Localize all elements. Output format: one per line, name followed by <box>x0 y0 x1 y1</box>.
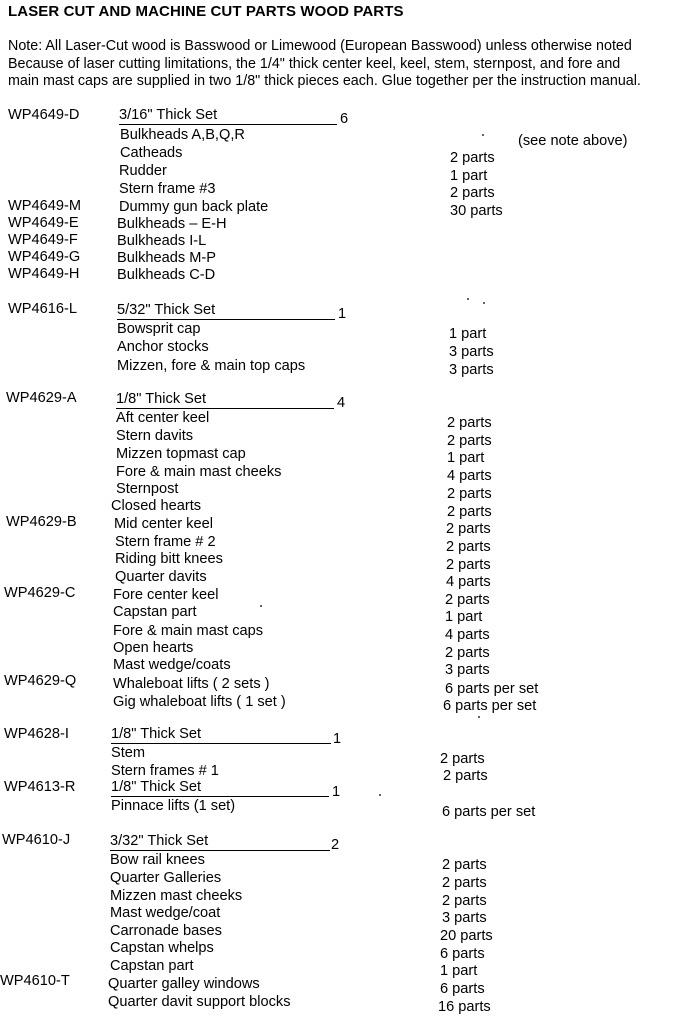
part-count: 1 part <box>450 168 488 184</box>
note-line: Because of laser cutting limitations, the 1/4" thick center keel, keel, stem, sternpost, and fore and <box>8 55 621 72</box>
part-count: 6 parts per set <box>443 698 537 714</box>
set-quantity: 1 <box>333 731 342 747</box>
part-code: WP4613-R <box>4 779 76 795</box>
set-label: 3/16" Thick Set <box>119 107 337 125</box>
part-name: Rudder <box>119 163 167 179</box>
part-code: WP4629-Q <box>4 673 77 689</box>
part-name: Riding bitt knees <box>115 551 223 567</box>
set-label: 5/32" Thick Set <box>117 302 335 320</box>
part-count: 2 parts <box>443 768 488 784</box>
part-name: Quarter Galleries <box>110 870 222 886</box>
part-code: WP4649-D <box>8 107 80 123</box>
scan-speck <box>260 605 262 607</box>
part-count: 1 part <box>445 609 483 625</box>
part-name: Bulkheads M-P <box>117 250 216 266</box>
scan-speck <box>379 794 381 796</box>
part-code: WP4610-J <box>2 832 71 848</box>
part-count: 6 parts <box>440 946 485 962</box>
scan-speck <box>478 716 480 718</box>
part-count: 3 parts <box>449 362 494 378</box>
part-name: Stern frame # 2 <box>115 534 216 550</box>
part-name: Carronade bases <box>110 923 222 939</box>
part-name: Mizzen, fore & main top caps <box>117 358 306 374</box>
part-count: 2 parts <box>440 751 485 767</box>
part-count: 1 part <box>440 963 478 979</box>
part-name: Anchor stocks <box>117 339 209 355</box>
part-name: Quarter davit support blocks <box>108 994 291 1010</box>
part-count: 2 parts <box>447 415 492 431</box>
scan-speck <box>483 302 485 304</box>
material-note <box>8 38 688 91</box>
part-name: Stern davits <box>116 428 194 444</box>
see-note-reference: (see note above) <box>518 133 628 149</box>
part-code: WP4628-I <box>4 726 69 742</box>
part-name: Dummy gun back plate <box>119 199 269 215</box>
part-count: 2 parts <box>442 857 487 873</box>
set-label: 1/8" Thick Set <box>116 391 334 409</box>
part-name: Open hearts <box>113 640 194 656</box>
part-name: Mizzen mast cheeks <box>110 888 243 904</box>
part-name: Quarter davits <box>115 569 207 585</box>
part-count: 16 parts <box>438 999 491 1015</box>
set-heading <box>117 302 335 320</box>
set-quantity: 2 <box>331 837 340 853</box>
part-name: Capstan part <box>110 958 194 974</box>
part-name: Stern frames # 1 <box>111 763 219 779</box>
part-count: 2 parts <box>447 486 492 502</box>
part-name: Capstan part <box>113 604 197 620</box>
part-count: 4 parts <box>446 574 491 590</box>
part-count: 2 parts <box>447 433 492 449</box>
part-count: 1 part <box>449 326 487 342</box>
part-count: 2 parts <box>442 893 487 909</box>
set-heading <box>111 779 329 797</box>
part-name: Whaleboat lifts ( 2 sets ) <box>113 676 270 692</box>
part-name: Capstan whelps <box>110 940 214 956</box>
set-label: 1/8" Thick Set <box>111 779 329 797</box>
part-code: WP4649-G <box>8 249 81 265</box>
set-quantity: 1 <box>338 306 347 322</box>
part-code: WP4649-M <box>8 198 81 214</box>
set-heading <box>116 391 334 409</box>
part-count: 2 parts <box>445 645 490 661</box>
part-code: WP4610-T <box>0 973 70 989</box>
part-count: 20 parts <box>440 928 493 944</box>
part-name: Aft center keel <box>116 410 210 426</box>
scan-speck <box>482 134 484 136</box>
part-name: Mast wedge/coat <box>110 905 221 921</box>
part-count: 3 parts <box>445 662 490 678</box>
page-title: LASER CUT AND MACHINE CUT PARTS WOOD PARTS <box>8 3 404 20</box>
part-name: Mid center keel <box>114 516 213 532</box>
part-name: Closed hearts <box>111 498 202 514</box>
set-heading <box>119 107 337 125</box>
set-heading <box>111 726 331 744</box>
part-code: WP4629-C <box>4 585 76 601</box>
scan-speck <box>467 298 469 300</box>
part-count: 4 parts <box>445 627 490 643</box>
part-name: Gig whaleboat lifts ( 1 set ) <box>113 694 286 710</box>
part-count: 4 parts <box>447 468 492 484</box>
part-count: 2 parts <box>442 875 487 891</box>
part-name: Fore & main mast cheeks <box>116 464 282 480</box>
part-name: Bulkheads I-L <box>117 233 207 249</box>
set-quantity: 4 <box>337 395 346 411</box>
part-name: Fore & main mast caps <box>113 623 264 639</box>
part-name: Bulkheads C-D <box>117 267 216 283</box>
part-count: 30 parts <box>450 203 503 219</box>
part-name: Catheads <box>120 145 183 161</box>
part-count: 3 parts <box>442 910 487 926</box>
part-count: 6 parts per set <box>445 681 539 697</box>
note-line: main mast caps are supplied in two 1/8" thick pieces each. Glue together per the instruction manual. <box>8 73 641 89</box>
part-name: Bulkheads A,B,Q,R <box>120 127 245 143</box>
part-name: Quarter galley windows <box>108 976 260 992</box>
set-quantity: 6 <box>340 111 349 127</box>
part-name: Fore center keel <box>113 587 219 603</box>
part-name: Bulkheads – E-H <box>117 216 227 232</box>
part-name: Stern frame #3 <box>119 181 216 197</box>
set-label: 1/8" Thick Set <box>111 726 331 744</box>
part-count: 2 parts <box>445 592 490 608</box>
part-name: Bowsprit cap <box>117 321 201 337</box>
part-name: Pinnace lifts (1 set) <box>111 798 236 814</box>
part-count: 2 parts <box>446 557 491 573</box>
part-code: WP4649-F <box>8 232 78 248</box>
part-name: Sternpost <box>116 481 179 497</box>
part-count: 2 parts <box>447 504 492 520</box>
part-count: 2 parts <box>446 521 491 537</box>
set-quantity: 1 <box>332 784 341 800</box>
part-code: WP4616-L <box>8 301 77 317</box>
part-name: Mast wedge/coats <box>113 657 231 673</box>
part-count: 2 parts <box>450 185 495 201</box>
part-count: 6 parts per set <box>442 804 536 820</box>
part-code: WP4629-A <box>6 390 77 406</box>
part-count: 3 parts <box>449 344 494 360</box>
part-name: Bow rail knees <box>110 852 205 868</box>
part-code: WP4649-H <box>8 266 80 282</box>
part-name: Mizzen topmast cap <box>116 446 246 462</box>
part-count: 1 part <box>447 450 485 466</box>
part-name: Stem <box>111 745 146 761</box>
part-count: 2 parts <box>446 539 491 555</box>
set-heading <box>110 833 330 851</box>
set-label: 3/32" Thick Set <box>110 833 330 851</box>
part-count: 2 parts <box>450 150 495 166</box>
note-line: Note: All Laser-Cut wood is Basswood or Limewood (European Basswood) unless otherwise noted <box>8 38 632 54</box>
part-code: WP4629-B <box>6 514 77 530</box>
part-count: 6 parts <box>440 981 485 997</box>
part-code: WP4649-E <box>8 215 79 231</box>
